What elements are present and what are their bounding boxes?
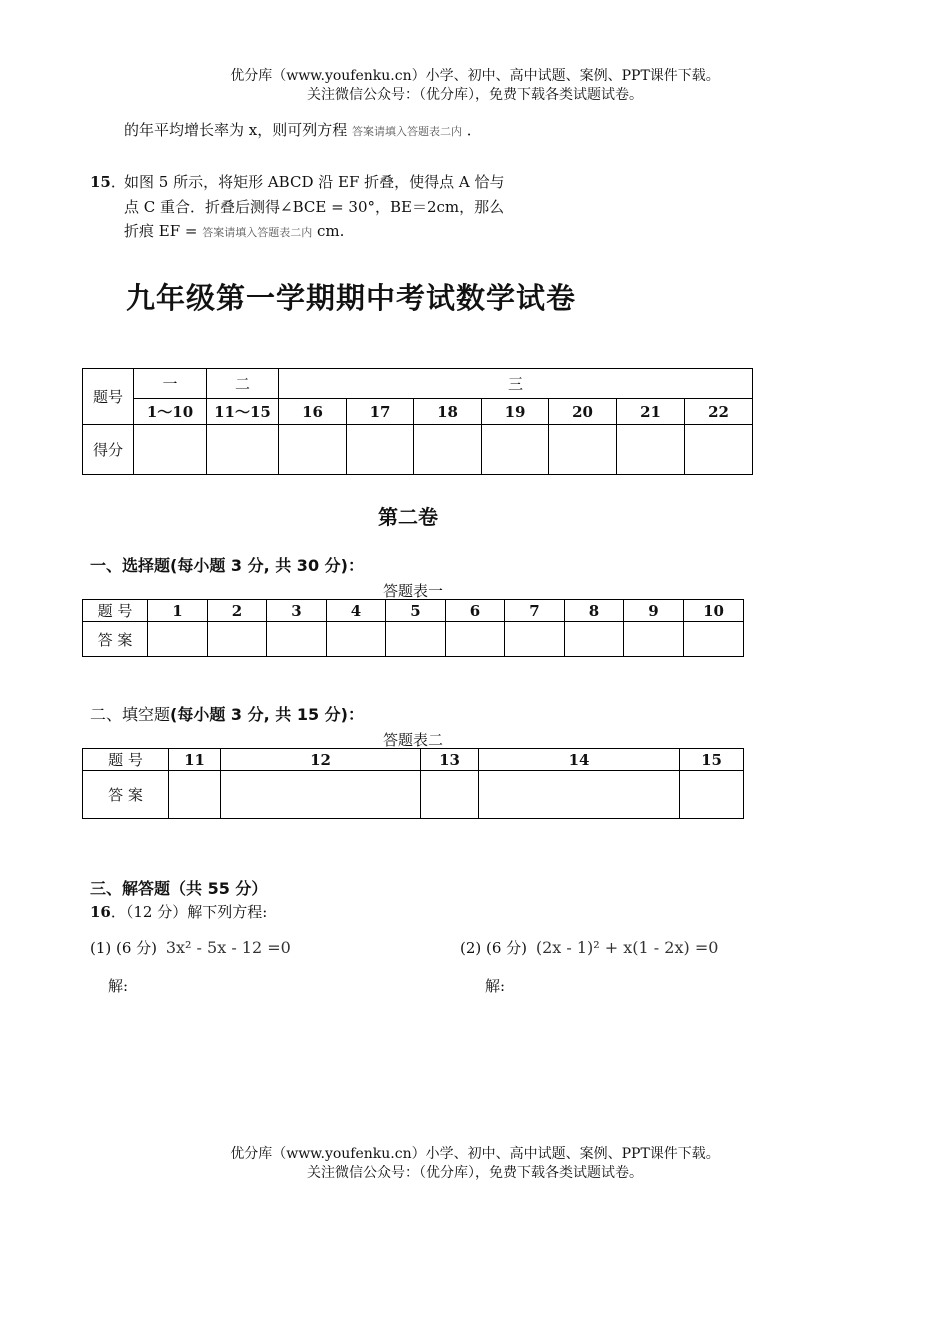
section2-heading-bold: (每小题 3 分, 共 15 分)： — [170, 705, 364, 724]
score-cell[interactable] — [549, 425, 617, 475]
q15-text-1: 如图 5 所示，将矩形 ABCD 沿 EF 折叠，使得点 A 恰与 — [124, 173, 505, 191]
q16-part1 — [90, 938, 291, 958]
q15-number: 15 — [90, 173, 111, 191]
t1-answer-cell[interactable] — [505, 622, 565, 657]
q15-line3-post: cm. — [317, 222, 345, 240]
q16-text: ．（12 分）解下列方程: — [110, 903, 268, 921]
t1-col-7: 7 — [505, 600, 565, 622]
t2-col-15: 15 — [680, 749, 744, 771]
score-col-4: 17 — [347, 399, 414, 425]
t1-answer-cell[interactable] — [386, 622, 446, 657]
score-group-1: 一 — [134, 369, 207, 399]
t1-col-3: 3 — [267, 600, 327, 622]
t1-answer-cell[interactable] — [148, 622, 208, 657]
t1-answer-cell[interactable] — [267, 622, 327, 657]
score-col-5: 18 — [414, 399, 482, 425]
t1-col-1: 1 — [148, 600, 208, 622]
t2-answer-cell[interactable] — [169, 771, 221, 819]
q14-tail-end: ． — [466, 121, 482, 139]
t1-row-label-answer: 答 案 — [83, 622, 148, 657]
score-col-1: 1～10 — [134, 399, 207, 425]
t1-col-5: 5 — [386, 600, 446, 622]
t1-answer-cell[interactable] — [684, 622, 744, 657]
volume-title: 第二卷 — [378, 505, 438, 529]
score-col-7: 20 — [549, 399, 617, 425]
q14-tail — [124, 120, 482, 142]
section3-heading: 三、解答题（共 55 分） — [90, 879, 268, 898]
score-cell[interactable] — [134, 425, 207, 475]
q16-line — [90, 902, 267, 922]
t1-answer-cell[interactable] — [565, 622, 624, 657]
q16-part1-equation: 3x² - 5x - 12 =0 — [165, 938, 291, 957]
q15-line-1 — [90, 172, 126, 192]
t2-answer-cell[interactable] — [479, 771, 680, 819]
score-group-2: 二 — [207, 369, 279, 399]
t1-answer-cell[interactable] — [208, 622, 267, 657]
t2-row-label-answer: 答 案 — [83, 771, 169, 819]
t1-row-label-question: 题 号 — [83, 600, 148, 622]
header-line-2: 关注微信公众号：（优分库），免费下载各类试题试卷。 — [307, 87, 643, 103]
footer-line-1: 优分库（www.youfenku.cn）小学、初中、高中试题、案例、PPT课件下载。 — [230, 1146, 720, 1162]
score-cell[interactable] — [279, 425, 347, 475]
q15-dot: ． — [110, 173, 126, 191]
score-cell[interactable] — [617, 425, 685, 475]
q15-answer-hint: 答案请填入答题表二内 — [202, 226, 313, 239]
t1-col-8: 8 — [565, 600, 624, 622]
score-row-label-score: 得分 — [83, 425, 134, 475]
q15-line3-pre: 折痕 EF = — [124, 222, 198, 240]
score-group-3: 三 — [279, 369, 753, 399]
q16-part1-label: (1) (6 分) — [90, 939, 158, 957]
section2-caption: 答题表二 — [382, 731, 443, 749]
score-table — [82, 368, 753, 475]
q16-part2-equation: (2x - 1)² + x(1 - 2x) =0 — [535, 938, 719, 957]
score-col-2: 11～15 — [207, 399, 279, 425]
t1-answer-cell[interactable] — [446, 622, 505, 657]
t2-row-label-question: 题 号 — [83, 749, 169, 771]
q14-answer-hint: 答案请填入答题表二内 — [352, 125, 463, 138]
t2-answer-cell[interactable] — [421, 771, 479, 819]
q15-text-2: 点 C 重合．折叠后测得∠BCE = 30°，BE＝2cm，那么 — [124, 198, 505, 216]
section1-heading: 一、选择题(每小题 3 分, 共 30 分)： — [90, 556, 364, 575]
q16-part2-label: (2) (6 分) — [460, 939, 528, 957]
t2-answer-cell[interactable] — [221, 771, 421, 819]
t1-col-6: 6 — [446, 600, 505, 622]
section2-heading — [90, 702, 364, 725]
footer-line-2: 关注微信公众号：（优分库），免费下载各类试题试卷。 — [307, 1165, 643, 1181]
answer-table-1 — [82, 599, 744, 657]
t1-answer-cell[interactable] — [624, 622, 684, 657]
score-cell[interactable] — [685, 425, 753, 475]
t1-col-10: 10 — [684, 600, 744, 622]
score-col-6: 19 — [482, 399, 549, 425]
section1-caption: 答题表一 — [382, 582, 443, 600]
q16-part2-solve: 解: — [485, 977, 506, 995]
score-col-3: 16 — [279, 399, 347, 425]
t2-col-11: 11 — [169, 749, 221, 771]
answer-table-2 — [82, 748, 744, 819]
score-row-label-question: 题号 — [83, 369, 134, 425]
q16-part1-solve: 解: — [108, 977, 129, 995]
score-cell[interactable] — [414, 425, 482, 475]
t1-col-2: 2 — [208, 600, 267, 622]
score-cell[interactable] — [207, 425, 279, 475]
score-col-8: 21 — [617, 399, 685, 425]
score-cell[interactable] — [347, 425, 414, 475]
header-line-1: 优分库（www.youfenku.cn）小学、初中、高中试题、案例、PPT课件下载。 — [230, 68, 720, 84]
q15-text-3 — [124, 221, 344, 243]
t2-answer-cell[interactable] — [680, 771, 744, 819]
t2-col-14: 14 — [479, 749, 680, 771]
q14-tail-text: 的年平均增长率为 x，则可列方程 — [124, 121, 348, 139]
q16-number: 16 — [90, 903, 111, 921]
score-cell[interactable] — [482, 425, 549, 475]
exam-title: 九年级第一学期期中考试数学试卷 — [126, 281, 577, 315]
t2-col-13: 13 — [421, 749, 479, 771]
score-col-9: 22 — [685, 399, 753, 425]
t1-col-4: 4 — [327, 600, 386, 622]
t1-col-9: 9 — [624, 600, 684, 622]
section2-heading-prefix: 二、填空题 — [90, 705, 171, 724]
t1-answer-cell[interactable] — [327, 622, 386, 657]
q16-part2 — [460, 938, 718, 958]
t2-col-12: 12 — [221, 749, 421, 771]
